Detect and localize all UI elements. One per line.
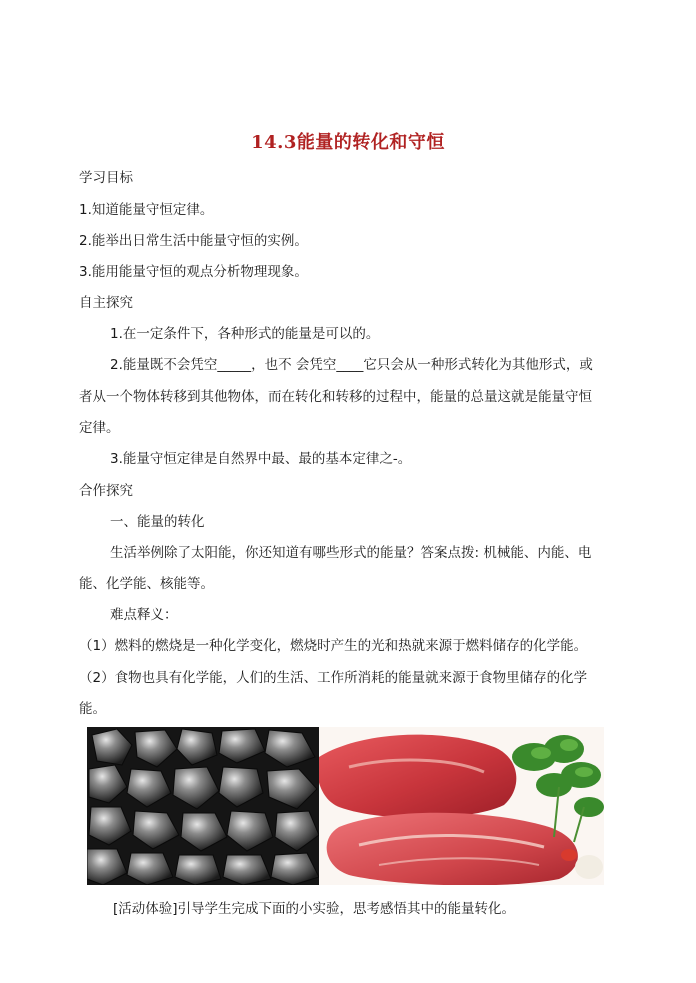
self-study-item: 3.能量守恒定律是自然界中最、最的基本定律之-。 bbox=[110, 451, 412, 467]
difficulty-heading: 难点释义： bbox=[110, 607, 178, 623]
meat-photo bbox=[319, 727, 604, 885]
page-title: 14.3能量的转化和守恒 bbox=[251, 132, 445, 153]
self-study-item-cont: 者从一个物体转移到其他物体，而在转化和转移的过程中，能量的总量这就是能量守恒 bbox=[79, 389, 592, 405]
goals-heading: 学习目标 bbox=[79, 170, 133, 186]
note-item-cont: 能。 bbox=[79, 701, 106, 717]
coal-photo bbox=[87, 727, 319, 885]
example-text: 生活举例除了太阳能，你还知道有哪些形式的能量？答案点拨: 机械能、内能、电 bbox=[110, 545, 592, 561]
example-text-cont: 能、化学能、核能等。 bbox=[79, 576, 214, 592]
activity-text: [活动体验]引导学生完成下面的小实验，思考感悟其中的能量转化。 bbox=[113, 901, 516, 917]
self-study-item: 2.能量既不会凭空_____，也不 会凭空____它只会从一种形式转化为其他形式，或 bbox=[110, 357, 593, 373]
goal-item: 1.知道能量守恒定律。 bbox=[79, 202, 214, 218]
note-item: （2）食物也具有化学能，人们的生活、工作所消耗的能量就来源于食物里储存的化学 bbox=[79, 670, 588, 686]
photo-row bbox=[87, 727, 604, 885]
self-study-item-cont: 定律。 bbox=[79, 420, 120, 436]
self-study-item: 1.在一定条件下，各种形式的能量是可以的。 bbox=[110, 326, 380, 342]
goal-item: 3.能用能量守恒的观点分析物理现象。 bbox=[79, 264, 308, 280]
goal-item: 2.能举出日常生活中能量守恒的实例。 bbox=[79, 233, 308, 249]
self-study-heading: 自主探究 bbox=[79, 295, 133, 311]
part-heading: 一、能量的转化 bbox=[110, 514, 205, 530]
note-item: （1）燃料的燃烧是一种化学变化，燃烧时产生的光和热就来源于燃料储存的化学能。 bbox=[79, 638, 588, 654]
cooperation-heading: 合作探究 bbox=[79, 483, 133, 499]
